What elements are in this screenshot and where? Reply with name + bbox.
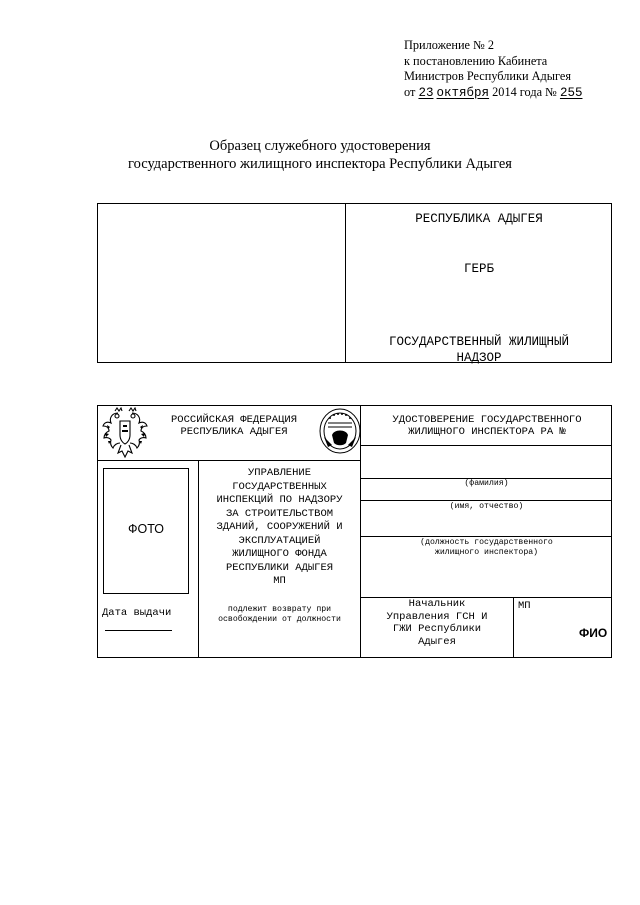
ministers-ref: Министров Республики Адыгея bbox=[404, 69, 571, 83]
head-title-block bbox=[361, 598, 513, 648]
stamp-label: МП bbox=[518, 600, 531, 612]
right-header-rule bbox=[360, 445, 612, 446]
name-caption: (имя, отчество) bbox=[449, 502, 524, 511]
position-caption-line-2: жилищного инспектора) bbox=[434, 548, 539, 557]
directorate-line: ЭКСПЛУАТАЦИЕЙ bbox=[238, 534, 321, 547]
head-title-line: ГЖИ Республики bbox=[392, 623, 482, 635]
resolution-number: 255 bbox=[559, 85, 583, 100]
cover-supervision-line-1: ГОСУДАРСТВЕННЫЙ ЖИЛИЩНЫЙ bbox=[388, 335, 570, 349]
return-note-line-1: подлежит возврату при bbox=[227, 605, 332, 614]
return-note bbox=[199, 605, 360, 625]
date-year: 2014 года № bbox=[492, 84, 557, 99]
directorate-stamp: МП bbox=[273, 575, 286, 587]
name-line bbox=[360, 500, 612, 501]
head-title-line: Адыгея bbox=[418, 635, 456, 648]
federation-heading bbox=[158, 414, 310, 438]
federation-line-2: РЕСПУБЛИКА АДЫГЕЯ bbox=[180, 426, 288, 438]
resolution-date bbox=[404, 85, 624, 102]
cover-republic: РЕСПУБЛИКА АДЫГЕЯ bbox=[415, 212, 543, 226]
federation-line-1: РОССИЙСКАЯ ФЕДЕРАЦИЯ bbox=[170, 414, 298, 426]
date-prefix: от bbox=[404, 84, 416, 99]
resolution-ref: к постановлению Кабинета bbox=[404, 53, 548, 68]
directorate-line: ГОСУДАРСТВЕННЫХ bbox=[232, 480, 327, 493]
cover-supervision-line-2: НАДЗОР bbox=[456, 351, 502, 365]
directorate-line: ЗДАНИЙ, СООРУЖЕНИЙ И bbox=[216, 521, 343, 533]
adygea-emblem-icon bbox=[318, 407, 362, 455]
directorate-line: РЕСПУБЛИКИ АДЫГЕЯ bbox=[225, 561, 334, 574]
position-line bbox=[360, 536, 612, 537]
position-caption bbox=[361, 538, 612, 558]
head-title-line: Начальник bbox=[408, 598, 466, 610]
certificate-line-1: УДОСТОВЕРЕНИЕ ГОСУДАРСТВЕННОГО bbox=[392, 414, 582, 426]
photo-label: ФОТО bbox=[127, 522, 165, 536]
document-title bbox=[0, 137, 640, 173]
title-line-2: государственного жилищного инспектора Республики Адыгея bbox=[128, 156, 512, 172]
issue-date-line bbox=[105, 630, 172, 631]
position-caption-line-1: (должность государственного bbox=[420, 538, 553, 547]
appendix-number: Приложение № 2 bbox=[404, 38, 495, 52]
signer-fio: ФИО bbox=[579, 626, 608, 640]
surname-caption: (фамилия) bbox=[464, 479, 509, 488]
issue-date-label: Дата выдачи bbox=[102, 607, 172, 619]
cover-emblem-placeholder: ГЕРБ bbox=[463, 262, 494, 276]
russian-eagle-emblem-icon bbox=[101, 407, 149, 459]
return-note-line-2: освобождении от должности bbox=[218, 615, 341, 624]
directorate-line: ЖИЛИЩНОГО ФОНДА bbox=[232, 548, 327, 560]
directorate-line: УПРАВЛЕНИЕ bbox=[247, 467, 311, 479]
stamp-divider bbox=[513, 597, 514, 658]
title-line-1: Образец служебного удостоверения bbox=[209, 138, 431, 154]
date-month: октября bbox=[436, 85, 490, 100]
cover-supervision bbox=[346, 334, 612, 366]
appendix-header bbox=[404, 38, 624, 101]
directorate-line: ЗА СТРОИТЕЛЬСТВОМ bbox=[225, 507, 334, 520]
certificate-heading bbox=[363, 414, 611, 438]
directorate-line: ИНСПЕКЦИЙ ПО НАДЗОРУ bbox=[216, 494, 343, 506]
certificate-line-2: ЖИЛИЩНОГО ИНСПЕКТОРА РА № bbox=[408, 426, 566, 438]
date-day: 23 bbox=[418, 85, 434, 100]
head-title-line: Управления ГСН И bbox=[386, 610, 488, 623]
directorate-block bbox=[199, 467, 360, 589]
left-header-rule bbox=[97, 460, 360, 461]
